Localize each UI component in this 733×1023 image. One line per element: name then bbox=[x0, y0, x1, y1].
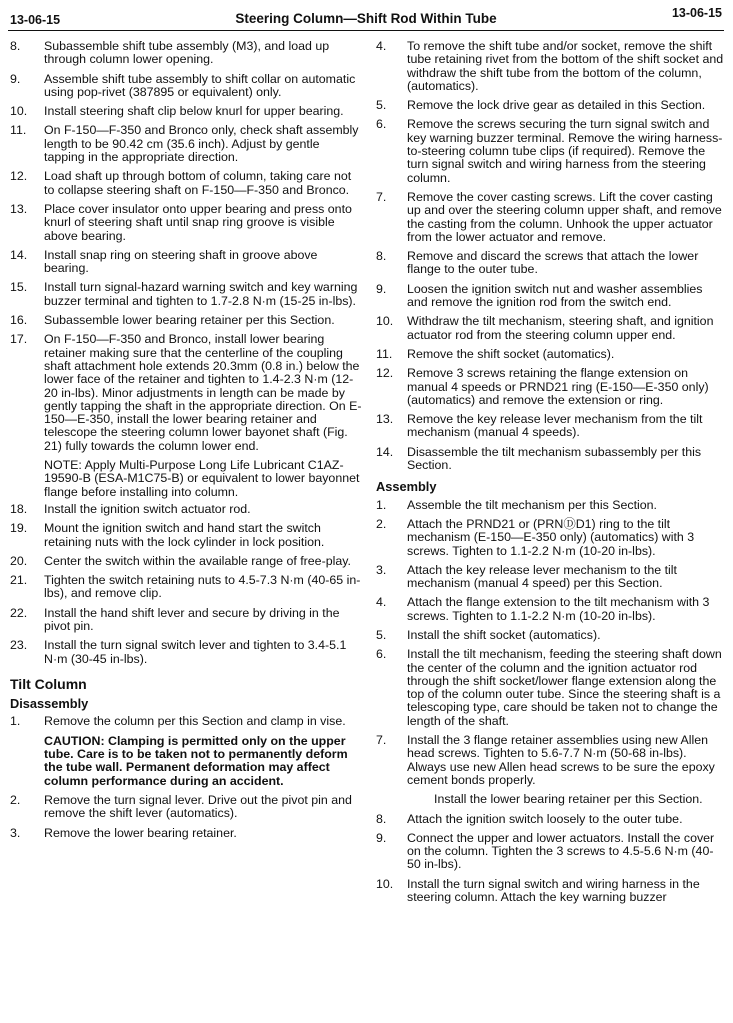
list-item bbox=[10, 105, 362, 118]
step-number: 1. bbox=[376, 497, 387, 512]
step-text: Disassemble the tilt mechanism subassembly per this Section. bbox=[407, 444, 702, 473]
left-column bbox=[10, 40, 362, 846]
step-number: 17. bbox=[10, 332, 28, 347]
list-item bbox=[376, 499, 726, 512]
list-item bbox=[10, 639, 362, 666]
step-number: 10. bbox=[376, 876, 394, 891]
list-item bbox=[376, 878, 726, 905]
right-column bbox=[376, 40, 726, 910]
step-text: Install snap ring on steering shaft in groove above bearing. bbox=[44, 247, 318, 276]
step-number: 5. bbox=[376, 627, 387, 642]
list-item bbox=[10, 555, 362, 568]
list-item bbox=[376, 40, 726, 93]
list-item bbox=[376, 99, 726, 112]
list-item bbox=[10, 794, 362, 821]
step-number: 11. bbox=[10, 123, 27, 138]
list-item bbox=[376, 118, 726, 184]
step-text: Remove 3 screws retaining the flange extension on manual 4 speeds or PRND21 ring (E-150—E-350 only) (automatics) and remove the extension or ring. bbox=[407, 366, 709, 407]
list-item bbox=[10, 203, 362, 243]
list-item bbox=[10, 503, 362, 516]
list-item bbox=[376, 413, 726, 440]
step-text: On F-150—F-350 and Bronco, install lower bearing retainer making sure that the centerline of the coupling shaft attachment hole extends 20.3mm (0.8 in.) below the lower face of the retainer and tighten to 1.4-2.3 N·m (12-20 in-lbs). Minor adjustments in length can be made by gently tapping the shaft in the appropriate direction. On E-150—E-350, install the lower bearing retainer and telescope the steering column lower bayonet shaft (Fig. 21) fully towards the column lower end. bbox=[44, 332, 362, 453]
step-text: Install the turn signal switch and wiring harness in the steering column. Attach the key warning buzzer bbox=[407, 876, 700, 905]
list-item bbox=[10, 124, 362, 164]
assembly-item-list-b bbox=[376, 813, 726, 905]
step-number: 3. bbox=[10, 825, 21, 840]
disassembly-heading: Disassembly bbox=[10, 696, 89, 712]
assembly-heading: Assembly bbox=[376, 479, 437, 495]
step-number: 8. bbox=[376, 249, 387, 264]
list-item bbox=[376, 367, 726, 407]
step-text: Remove the column per this Section and clamp in vise. bbox=[44, 714, 346, 729]
step-number: 22. bbox=[10, 605, 28, 620]
step-text: Install the 3 flange retainer assemblies using new Allen head screws. Tighten to 5.6-7.7 N·m (50-68 in-lbs). Always use new Allen head screws to be sure the epoxy cement bonds properly. bbox=[407, 733, 715, 787]
list-item bbox=[10, 249, 362, 276]
step-text: Remove and discard the screws that attach the lower flange to the outer tube. bbox=[407, 249, 699, 277]
list-item bbox=[376, 283, 726, 310]
step-text: Center the switch within the available range of free-play. bbox=[44, 553, 351, 568]
step-text: Remove the lock drive gear as detailed in this Section. bbox=[407, 98, 706, 113]
step-number: 4. bbox=[376, 595, 387, 610]
step-text: Attach the PRND21 or (PRNⒹD1) ring to the tilt mechanism (E-150—E-350 only) (automatics) with 3 screws. Tighten to 1.1-2.2 N·m (10-20 in-lbs). bbox=[407, 516, 695, 558]
step-text: Install the tilt mechanism, feeding the steering shaft down the center of the column and the ignition actuator rod through the shift socket/lower flange extension along the top of the column outer tube. Since the steering shaft is a telescoping type, care should be taken not to change the length of the shaft. bbox=[407, 647, 722, 728]
list-item bbox=[10, 40, 362, 67]
caution-text: CAUTION: Clamping is permitted only on the upper tube. Care is to be taken not to permanently deform the tube wall. Permanent deformation may affect column performance during an accident. bbox=[44, 733, 348, 788]
list-item bbox=[376, 446, 726, 473]
list-item bbox=[10, 827, 362, 840]
step-text: Install the turn signal switch lever and tighten to 3.4-5.1 N·m (30-45 in-lbs). bbox=[44, 638, 347, 666]
step-text: Remove the key release lever mechanism from the tilt mechanism (manual 4 speeds). bbox=[407, 412, 703, 440]
step-number: 1. bbox=[10, 714, 21, 729]
list-item bbox=[10, 715, 362, 728]
step-number: 10. bbox=[10, 104, 28, 119]
step-number: 14. bbox=[10, 247, 28, 262]
step-text: Connect the upper and lower actuators. Install the cover on the column. Tighten the 3 screws to 4.5-5.6 N·m (40-50 in-lbs). bbox=[407, 830, 715, 872]
list-item bbox=[10, 73, 362, 100]
list-item bbox=[376, 518, 726, 558]
step-text: Install steering shaft clip below knurl for upper bearing. bbox=[44, 104, 344, 119]
step-number: 6. bbox=[376, 117, 387, 132]
step-text: Mount the ignition switch and hand start the switch retaining nuts with the lock cylinder in lock position. bbox=[44, 521, 325, 549]
lubricant-note: NOTE: Apply Multi-Purpose Long Life Lubricant C1AZ-19590-B (ESA-M1C75-B) or equivalent to lower bayonnet flange before installing into column. bbox=[44, 458, 360, 499]
step-number: 9. bbox=[10, 71, 21, 86]
list-item bbox=[376, 734, 726, 787]
step-text: Install turn signal-hazard warning switch and key warning buzzer terminal and tighten to 1.7-2.8 N·m (15-25 in-lbs). bbox=[44, 280, 358, 308]
step-text: Remove the turn signal lever. Drive out the pivot pin and remove the shift lever (automatics). bbox=[44, 792, 352, 821]
step-number: 7. bbox=[376, 733, 387, 748]
step-number: 13. bbox=[376, 412, 394, 427]
step-text: Subassemble lower bearing retainer per this Section. bbox=[44, 313, 335, 328]
step-text: Assemble shift tube assembly to shift collar on automatic using pop-rivet (387895 or equivalent) only. bbox=[44, 71, 356, 99]
step-number: 8. bbox=[10, 39, 21, 53]
list-item bbox=[376, 315, 726, 342]
step-text: Withdraw the tilt mechanism, steering shaft, and ignition actuator rod from the steering column upper end. bbox=[407, 314, 714, 342]
step-number: 3. bbox=[376, 562, 387, 577]
list-item bbox=[376, 648, 726, 728]
step-number: 9. bbox=[376, 830, 387, 845]
disassembly-item-list-b bbox=[10, 794, 362, 840]
list-item bbox=[376, 564, 726, 591]
step-number: 13. bbox=[10, 201, 28, 216]
step-number: 7. bbox=[376, 189, 387, 204]
step-text: Install the ignition switch actuator rod. bbox=[44, 501, 251, 516]
list-item bbox=[376, 813, 726, 826]
step-text: Subassemble shift tube assembly (M3), and load up through column lower opening. bbox=[44, 39, 330, 67]
step-number: 6. bbox=[376, 647, 387, 662]
step-number: 10. bbox=[376, 314, 394, 329]
step-number: 12. bbox=[376, 366, 394, 381]
right-item-list bbox=[376, 40, 726, 472]
step-text: Install the shift socket (automatics). bbox=[407, 627, 601, 642]
step-number: 8. bbox=[376, 811, 387, 826]
step-number: 19. bbox=[10, 521, 28, 536]
step-number: 14. bbox=[376, 444, 394, 459]
left-item-list-b bbox=[10, 503, 362, 666]
list-item bbox=[376, 348, 726, 361]
step-number: 4. bbox=[376, 39, 387, 53]
step-number: 16. bbox=[10, 313, 28, 328]
list-item bbox=[376, 832, 726, 872]
list-item bbox=[10, 522, 362, 549]
step-text: Place cover insulator onto upper bearing and press onto knurl of steering shaft until snap ring groove is visible above bearing. bbox=[44, 201, 352, 243]
step-text: Loosen the ignition switch nut and washer assemblies and remove the ignition rod from the switch end. bbox=[407, 281, 703, 310]
step-text: Remove the screws securing the turn signal switch and key warning buzzer terminal. Remove the wiring harness-to-steering column tube clips (if required). Remove the turn signal switch and wiring harness from the steering column. bbox=[407, 117, 723, 185]
step-number: 2. bbox=[10, 792, 21, 807]
step-text: Remove the lower bearing retainer. bbox=[44, 825, 237, 840]
list-item bbox=[376, 629, 726, 642]
step-text: On F-150—F-350 and Bronco only, check shaft assembly length to be 90.42 cm (35.6 inch). Adjust by gentle tapping in the appropriate direction. bbox=[44, 123, 359, 165]
step-text: Attach the key release lever mechanism to the tilt mechanism (manual 4 speed) per this Section. bbox=[407, 562, 677, 591]
step-number: 11. bbox=[376, 346, 393, 361]
step-text: Install the hand shift lever and secure by driving in the pivot pin. bbox=[44, 605, 340, 633]
tilt-column-heading: Tilt Column bbox=[10, 675, 87, 692]
list-item bbox=[376, 250, 726, 277]
list-item bbox=[376, 191, 726, 244]
step-number: 15. bbox=[10, 280, 28, 295]
step-text: Attach the ignition switch loosely to the outer tube. bbox=[407, 811, 683, 826]
list-item bbox=[10, 574, 362, 601]
list-item bbox=[10, 607, 362, 634]
list-item bbox=[10, 314, 362, 327]
page-header bbox=[8, 6, 724, 31]
page-title: Steering Column—Shift Rod Within Tube bbox=[235, 11, 497, 26]
step-number: 9. bbox=[376, 281, 387, 296]
list-item bbox=[10, 333, 362, 453]
step-number: 21. bbox=[10, 573, 28, 588]
page-number-left: 13-06-15 bbox=[10, 13, 61, 27]
list-item bbox=[376, 596, 726, 623]
list-item bbox=[10, 281, 362, 308]
step-text: Remove the cover casting screws. Lift the cover casting up and over the steering column upper shaft, and remove the casting from the column. Unhook the upper actuator from the lower actuator and remove. bbox=[407, 189, 722, 244]
step-number: 5. bbox=[376, 98, 387, 113]
step-text: Assemble the tilt mechanism per this Section. bbox=[407, 497, 657, 512]
step-text: Tighten the switch retaining nuts to 4.5-7.3 N·m (40-65 in-lbs), and remove clip. bbox=[44, 573, 361, 601]
page-number-right: 13-06-15 bbox=[671, 6, 722, 20]
step-text: To remove the shift tube and/or socket, remove the shift tube retaining rivet from the bottom of the shift socket and withdraw the shift tube from the bottom of the column, (automatics). bbox=[407, 39, 724, 93]
list-item bbox=[10, 170, 362, 197]
step-number: 23. bbox=[10, 638, 28, 653]
step-number: 2. bbox=[376, 516, 387, 531]
lower-bearing-instruction: Install the lower bearing retainer per this Section. bbox=[434, 792, 703, 807]
step-text: Remove the shift socket (automatics). bbox=[407, 346, 615, 361]
step-text: Load shaft up through bottom of column, taking care not to collapse steering shaft on F-150—F-350 and Bronco. bbox=[44, 169, 352, 197]
step-number: 20. bbox=[10, 553, 28, 568]
step-number: 12. bbox=[10, 169, 28, 184]
assembly-item-list bbox=[376, 499, 726, 788]
left-item-list bbox=[10, 40, 362, 453]
step-text: Attach the flange extension to the tilt mechanism with 3 screws. Tighten to 1.1-2.2 N·m (10-20 in-lbs). bbox=[407, 595, 710, 623]
step-number: 18. bbox=[10, 501, 28, 516]
